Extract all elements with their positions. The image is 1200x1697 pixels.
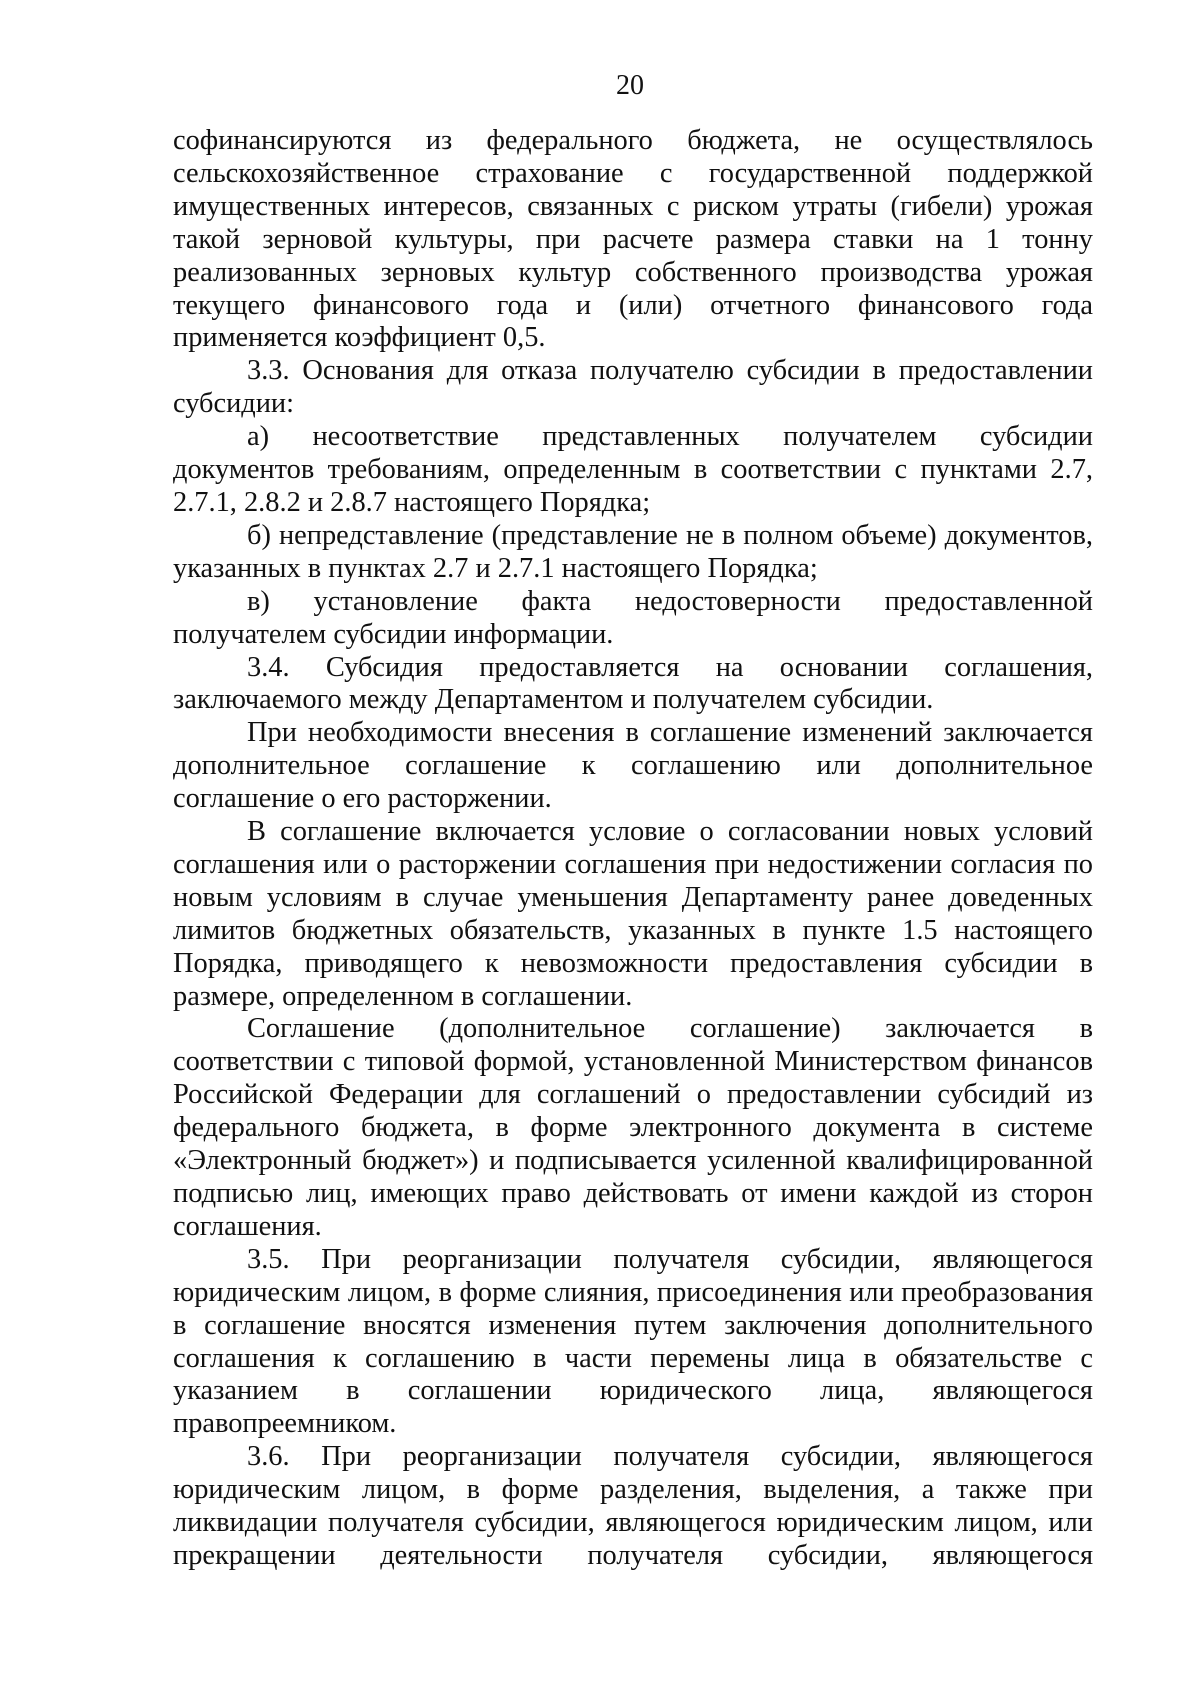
paragraph-3-5: 3.5. При реорганизации получателя субсидии, являющегося юридическим лицом, в форме слияния, присоединения или преобразования в соглашение вносятся изменения путем заключения дополнительного соглашения к соглашению в части перемены лица в обязательстве с указанием в соглашении юридического лица, являющегося правопреемником. [173, 1243, 1093, 1440]
paragraph-continuation: софинансируются из федерального бюджета, не осуществлялось сельскохозяйственное страхование с государственной поддержкой имущественных интересов, связанных с риском утраты (гибели) урожая такой зерновой культуры, при расчете размера ставки на 1 тонну реализованных зерновых культур собственного производства урожая текущего финансового года и (или) отчетного финансового года применяется коэффициент 0,5. [173, 125, 1093, 354]
paragraph-3-6: 3.6. При реорганизации получателя субсидии, являющегося юридическим лицом, в форме разделения, выделения, а также при ликвидации получателя субсидии, являющегося юридическим лицом, или прекращении деятельности получателя субсидии, являющегося [173, 1441, 1093, 1571]
paragraph-3-3-a: а) несоответствие представленных получателем субсидии документов требованиям, определенным в соответствии с пунктами 2.7, 2.7.1, 2.8.2 и 2.8.7 настоящего Порядка; [173, 421, 1093, 518]
paragraph-3-3-v: в) установление факта недостоверности предоставленной получателем субсидии информации. [173, 585, 1093, 650]
paragraph-3-3: 3.3. Основания для отказа получателю субсидии в предоставлении субсидии: [173, 355, 1093, 420]
paragraph-3-4-conditions: В соглашение включается условие о согласовании новых условий соглашения или о расторжении соглашения при недостижении согласия по новым условиям в случае уменьшения Департаменту ранее доведенных лимитов бюджетных обязательств, указанных в пункте 1.5 настоящего Порядка, приводящего к невозможности предоставления субсидии в размере, определенном в соглашении. [173, 816, 1093, 1012]
paragraph-3-4-standard-form: Соглашение (дополнительное соглашение) заключается в соответствии с типовой формой, установленной Министерством финансов Российской Федерации для соглашений о предоставлении субсидий из федерального бюджета, в форме электронного документа в системе «Электронный бюджет») и подписывается усиленной квалифицированной подписью лиц, имеющих право действовать от имени каждой из сторон соглашения. [173, 1013, 1093, 1242]
paragraph-3-3-b: б) непредставление (представление не в полном объеме) документов, указанных в пунктах 2.7 и 2.7.1 настоящего Порядка; [173, 519, 1093, 584]
paragraph-3-4: 3.4. Субсидия предоставляется на основании соглашения, заключаемого между Департаментом и получателем субсидии. [173, 651, 1093, 716]
document-body [173, 125, 1093, 1573]
page-number: 20 [616, 70, 644, 101]
paragraph-3-4-amendment: При необходимости внесения в соглашение изменений заключается дополнительное соглашение к соглашению или дополнительное соглашение о его расторжении. [173, 717, 1093, 815]
